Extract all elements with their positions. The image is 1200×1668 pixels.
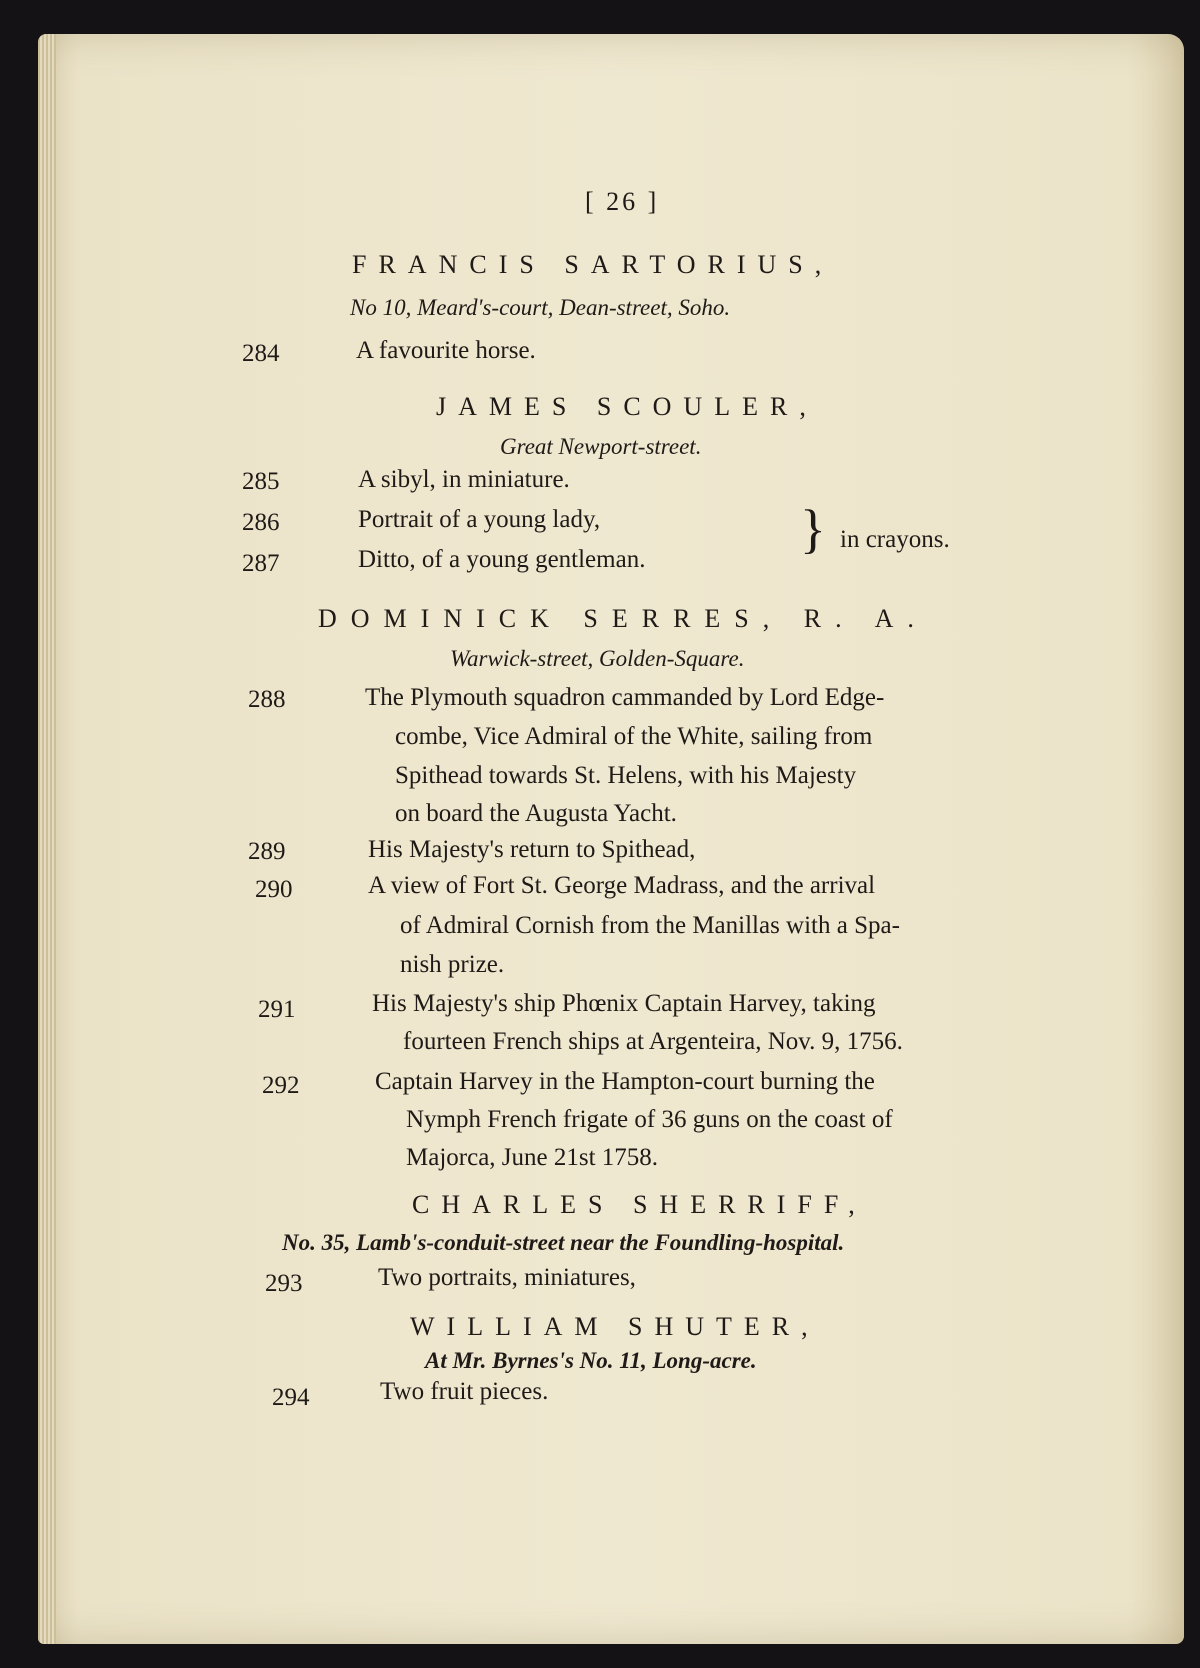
entry-line: fourteen French ships at Argenteira, Nov. 9, 1756.	[403, 1028, 903, 1055]
entry-number: 294	[272, 1384, 310, 1411]
artist-address: Warwick-street, Golden-Square.	[450, 646, 745, 671]
artist-name: CHARLES SHERRIFF,	[412, 1190, 867, 1219]
entry-line: His Majesty's return to Spithead,	[368, 836, 696, 863]
entry-number: 284	[242, 340, 280, 367]
artist-address: No. 35, Lamb's-conduit-street near the Foundling-hospital.	[282, 1230, 845, 1255]
entry-number: 286	[242, 509, 280, 536]
entry-line: His Majesty's ship Phœnix Captain Harvey, taking	[372, 990, 876, 1017]
page-number: [ 26 ]	[585, 187, 660, 216]
entry-number: 293	[265, 1270, 303, 1297]
entry-number: 289	[248, 838, 286, 865]
entry-number: 291	[258, 996, 296, 1023]
entry-number: 288	[248, 686, 286, 713]
entry-line: nish prize.	[400, 951, 505, 978]
artist-name: FRANCIS SARTORIUS,	[352, 250, 834, 279]
artist-name: DOMINICK SERRES, R. A.	[318, 604, 928, 633]
brace-mark: }	[800, 499, 826, 559]
entry-line: Two portraits, miniatures,	[378, 1264, 636, 1291]
artist-name: JAMES SCOULER,	[436, 392, 818, 421]
entry-line: Two fruit pieces.	[380, 1378, 549, 1405]
entry-line: Portrait of a young lady,	[358, 506, 601, 533]
entry-line: on board the Augusta Yacht.	[395, 800, 677, 827]
entry-line: Nymph French frigate of 36 guns on the coast of	[406, 1106, 893, 1133]
entry-line: Ditto, of a young gentleman.	[358, 546, 646, 573]
artist-address: At Mr. Byrnes's No. 11, Long-acre.	[425, 1348, 757, 1373]
artist-address: No 10, Meard's-court, Dean-street, Soho.	[350, 295, 731, 320]
entry-number: 285	[242, 468, 280, 495]
brace-note: in crayons.	[840, 526, 950, 553]
artist-name: WILLIAM SHUTER,	[410, 1312, 820, 1341]
entry-line: Spithead towards St. Helens, with his Majesty	[395, 762, 857, 789]
entry-line: combe, Vice Admiral of the White, sailing from	[395, 723, 873, 750]
artist-address: Great Newport-street.	[500, 434, 702, 459]
entry-number: 292	[262, 1072, 300, 1099]
entry-line: A view of Fort St. George Madrass, and the arrival	[368, 872, 876, 899]
entry-line: A favourite horse.	[356, 337, 536, 364]
entry-number: 290	[255, 876, 293, 903]
entry-line: Majorca, June 21st 1758.	[406, 1144, 659, 1171]
entry-line: of Admiral Cornish from the Manillas with a Spa-	[400, 912, 900, 939]
entry-line: The Plymouth squadron cammanded by Lord Edge-	[365, 684, 885, 711]
entry-line: Captain Harvey in the Hampton-court burning the	[375, 1068, 875, 1095]
page-edge	[38, 34, 56, 1644]
entry-line: A sibyl, in miniature.	[358, 466, 570, 493]
entry-number: 287	[242, 550, 280, 577]
